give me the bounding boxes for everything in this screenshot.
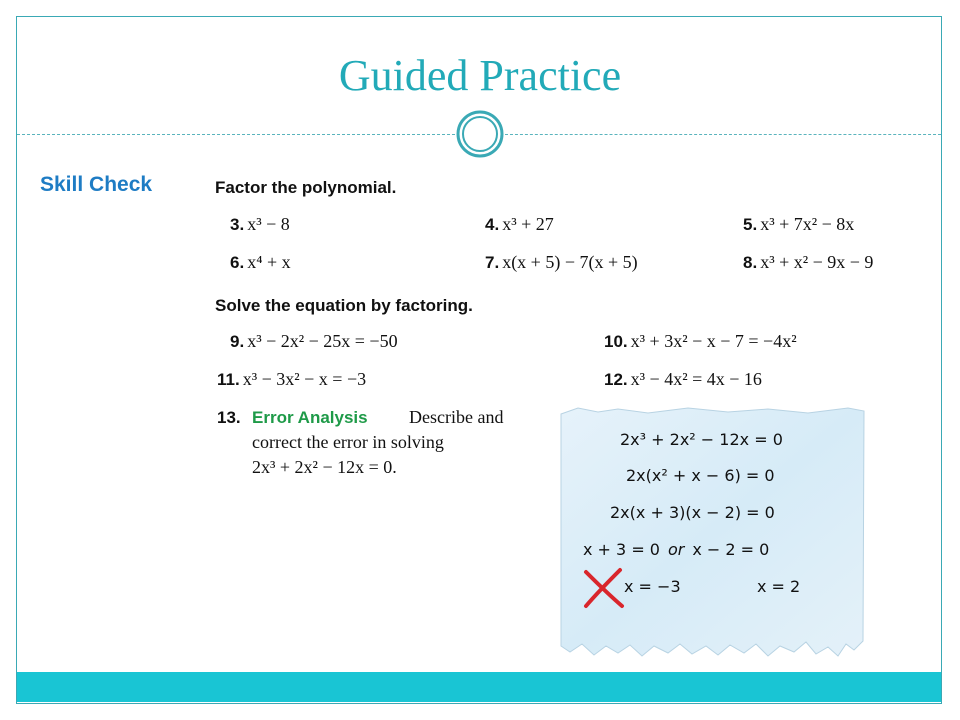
problem-expression: x³ + x² − 9x − 9 [760,252,874,272]
problem-number: 5. [743,215,758,234]
error-analysis-text-1: Describe and [409,407,504,427]
work-line-1: 2x³ + 2x² − 12x = 0 [620,430,783,449]
problem-5 [743,214,854,235]
work-line-3: 2x(x + 3)(x − 2) = 0 [610,503,775,522]
problem-number: 3. [230,215,245,234]
work-line-5-left: x = −3 [624,577,681,596]
error-analysis-label: Error Analysis [252,408,368,427]
problem-number: 4. [485,215,500,234]
footer-bar [17,672,941,702]
problem-expression: x(x + 5) − 7(x + 5) [502,252,638,272]
problem-expression: x³ − 4x² = 4x − 16 [630,369,762,389]
error-x-mark-icon [582,566,626,610]
problem-number: 10. [604,332,628,351]
problem-number: 7. [485,253,500,272]
problem-9 [230,331,398,352]
problem-8 [743,252,873,273]
problem-10 [604,331,797,352]
work-line-4-or: or [667,540,685,559]
problem-number: 11. [217,370,240,389]
problem-7 [485,252,638,273]
problem-12 [604,369,762,390]
title-divider-left [17,134,455,135]
problem-4 [485,214,554,235]
title-divider-right [505,134,941,135]
work-line-4-left: x + 3 = 0 [583,540,660,559]
problem-expression: x³ + 7x² − 8x [760,214,855,234]
problem-expression: x⁴ + x [247,252,291,272]
problem-number: 12. [604,370,628,389]
problem-6 [230,252,291,273]
work-line-2: 2x(x² + x − 6) = 0 [626,466,775,485]
circle-ornament-icon [455,109,505,159]
problem-expression: x³ + 3x² − x − 7 = −4x² [630,331,797,351]
factor-heading: Factor the polynomial. [215,178,397,197]
problem-number: 13. [217,408,241,427]
problem-expression: x³ + 27 [502,214,554,234]
problem-number: 8. [743,253,758,272]
error-analysis-text-3: 2x³ + 2x² − 12x = 0. [252,457,397,477]
problem-3 [230,214,290,235]
slide-title: Guided Practice [338,51,622,100]
work-line-4 [583,540,769,559]
work-line-4-right: x − 2 = 0 [692,540,770,559]
problem-number: 6. [230,253,245,272]
solve-heading: Solve the equation by factoring. [215,296,473,315]
problem-13-number [217,408,244,428]
error-analysis-text-2: correct the error in solving [252,432,444,452]
section-label: Skill Check [40,173,153,196]
problem-expression: x³ − 8 [247,214,290,234]
problem-expression: x³ − 2x² − 25x = −50 [247,331,398,351]
work-line-5-right: x = 2 [757,577,801,596]
problem-number: 9. [230,332,245,351]
problem-expression: x³ − 3x² − x = −3 [242,369,367,389]
problem-11 [217,369,366,390]
